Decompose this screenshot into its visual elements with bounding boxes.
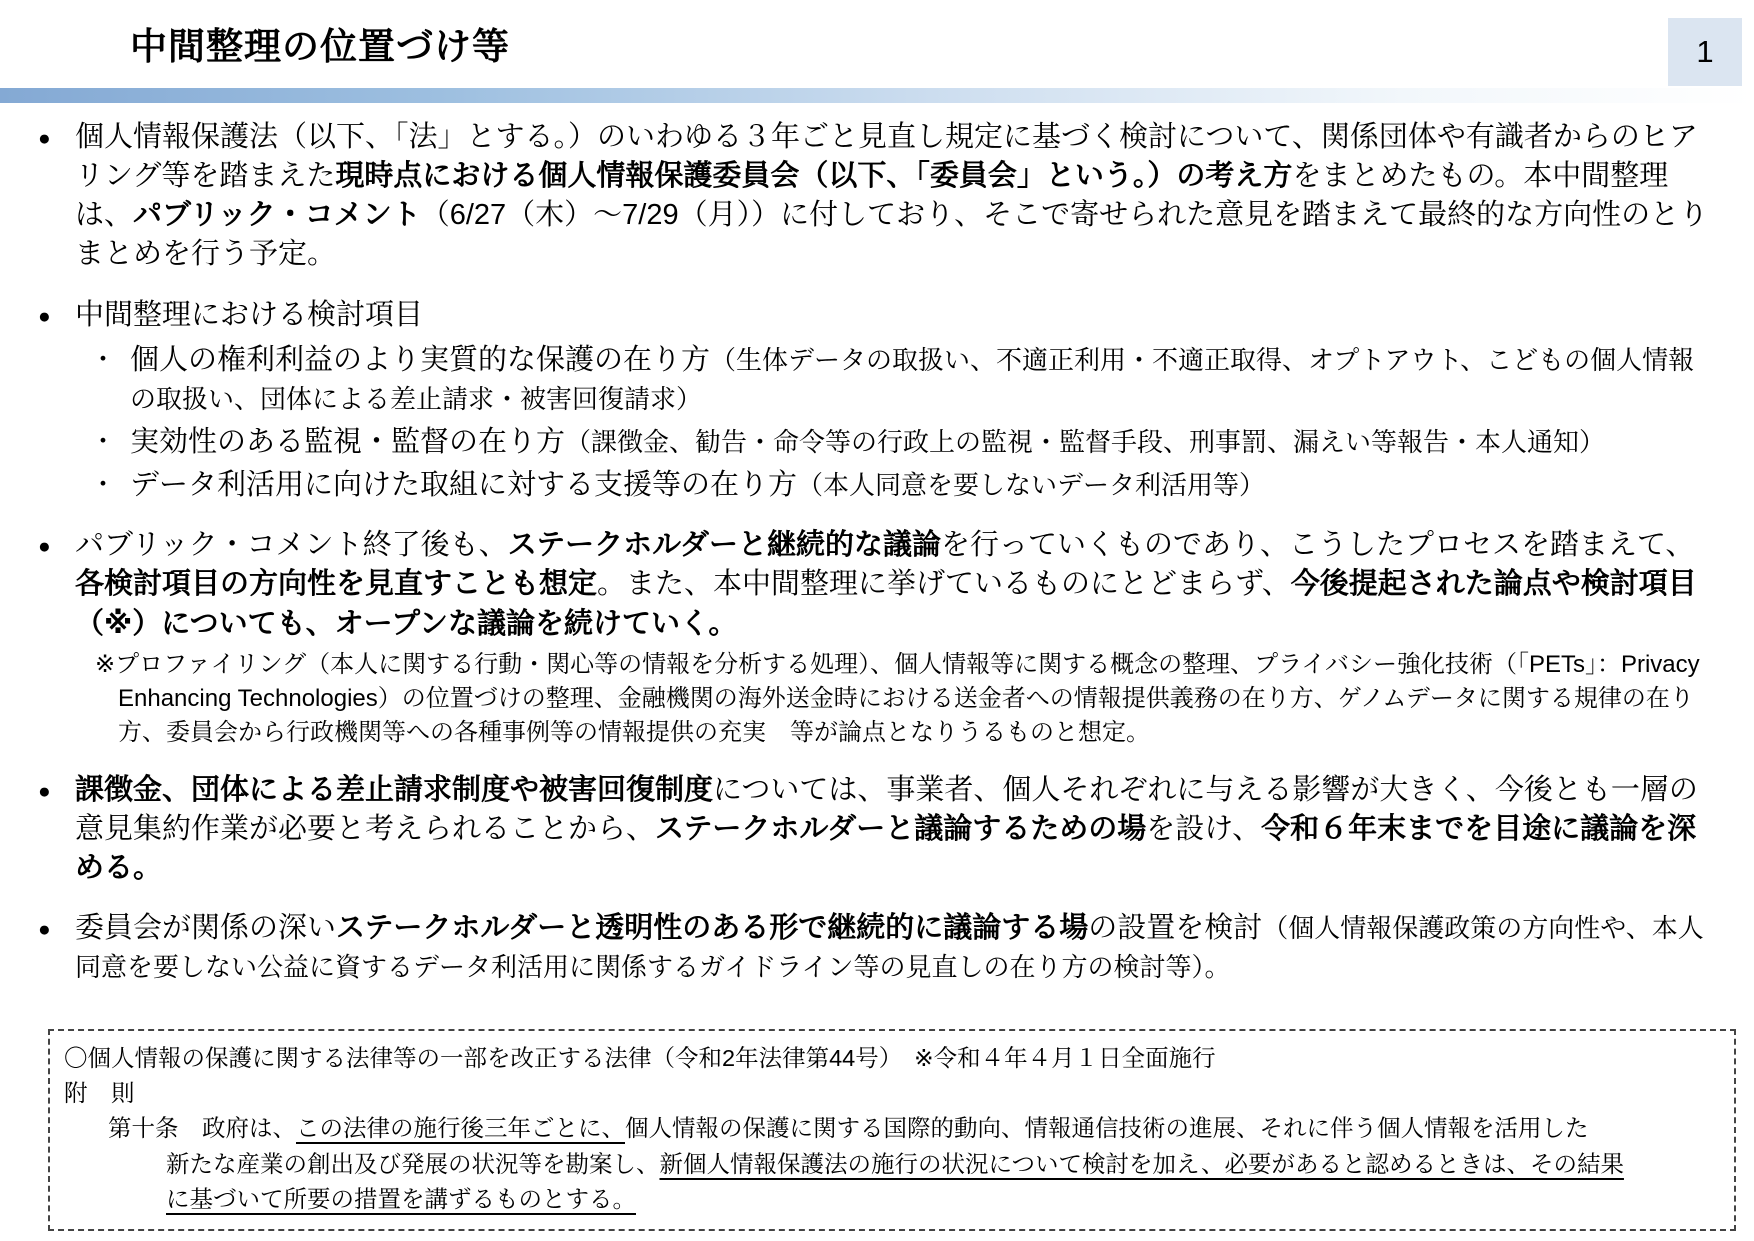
bullet-text: 中間整理における検討項目 — [75, 298, 424, 331]
bullet-text: 委員会が関係の深いステークホルダーと透明性のある形で継続的に議論する場の設置を検討（個人情報保護政策の方向性や、本人同意を要しない公益に資するデータ利活用に関係するガイドライン等の見直しの在り方の検討等）。 — [75, 912, 1704, 983]
law-article-line: に基づいて所要の措置を講ずるものとする。 — [166, 1185, 636, 1212]
bullet-text: パブリック・コメント終了後も、ステークホルダーと継続的な議論を行っていくものであり、こうしたプロセスを踏まえて、各検討項目の方向性を見直すことも想定。また、本中間整理に挙げているものにとどまらず、今後提起された論点や検討項目（※）についても、オープンな議論を続けていく。 — [75, 529, 1697, 640]
bullet-text: 課徴金、団体による差止請求制度や被害回復制度については、事業者、個人それぞれに与える影響が大きく、今後とも一層の意見集約作業が必要と考えられることから、ステークホルダーと議論するための場を設け、令和６年末までを目途に議論を深める。 — [75, 773, 1698, 885]
sub-bullet-item — [90, 341, 1718, 419]
slide-body — [38, 118, 1718, 988]
bullet-icon: ● — [38, 918, 51, 942]
bullet-row — [38, 296, 1718, 335]
page-title: 中間整理の位置づけ等 — [130, 26, 510, 67]
bullet-text: 個人情報保護法（以下、「法」とする。）のいわゆる３年ごと見直し規定に基づく検討について、関係団体や有識者からのヒアリング等を踏まえた現時点における個人情報保護委員会（以下、「委員会」という。）の考え方をまとめたもの。本中間整理は、パブリック・コメント（6/27（木）～7/29（月））に付しており、そこで寄せられた意見を踏まえて最終的な方向性のとりまとめを行う予定。 — [75, 121, 1709, 271]
bullet-item-stakeholder-forum — [38, 909, 1718, 987]
bullet-item-overview — [38, 118, 1718, 275]
sub-bullet-icon: ・ — [90, 343, 117, 374]
sub-bullet-text: 個人の権利利益のより実質的な保護の在り方（生体データの取扱い、不適正利用・不適正取得、オプトアウト、こどもの個人情報の取扱い、団体による差止請求・被害回復請求） — [130, 343, 1695, 414]
law-reference-box — [48, 1029, 1736, 1231]
sub-bullet-icon: ・ — [90, 469, 117, 500]
bullet-icon: ● — [38, 304, 51, 328]
bullet-item-continuing-discussion — [38, 526, 1718, 750]
law-title-line: 〇個人情報の保護に関する法律等の一部を改正する法律（令和2年法律第44号） ※令和４年４月１日全面施行 — [64, 1044, 1216, 1071]
sub-bullet-list — [38, 341, 1718, 506]
sub-bullet-item — [90, 423, 1718, 462]
sub-bullet-text: 実効性のある監視・監督の在り方（課徴金、勧告・命令等の行政上の監視・監督手段、刑事罰、漏えい等報告・本人通知） — [130, 425, 1606, 458]
footnote-text: ※プロファイリング（本人に関する行動・関心等の情報を分析する処理）、個人情報等に関する概念の整理、プライバシー強化技術（「PETs」：Privacy Enhancing Technologies）の位置づけの整理、金融機関の海外送金時における送金者への情報提供義務の在り方、ゲノムデータに関する規律の在り方、委員会から行政機関等への各種事例等の情報提供の充実 等が論点となりうるものと想定。 — [95, 650, 1700, 746]
law-article-line: 第十条 政府は、この法律の施行後三年ごとに、個人情報の保護に関する国際的動向、情報通信技術の進展、それに伴う個人情報を活用した — [108, 1115, 1589, 1142]
bullet-item-penalty-discussion — [38, 771, 1718, 888]
title-underline-bar — [0, 88, 1754, 103]
sub-bullet-icon: ・ — [90, 425, 117, 456]
page-number-badge: 1 — [1668, 18, 1742, 86]
sub-bullet-item — [90, 466, 1718, 505]
sub-bullet-text: データ利活用に向けた取組に対する支援等の在り方（本人同意を要しないデータ利活用等） — [130, 469, 1266, 502]
bullet-icon: ● — [38, 127, 51, 150]
law-supplementary-label: 附 則 — [64, 1080, 135, 1106]
bullet-item-review-topics — [38, 296, 1718, 506]
bullet-row — [38, 526, 1718, 643]
bullet-icon: ● — [38, 779, 51, 803]
law-article-line: 新たな産業の創出及び発展の状況等を勘案し、新個人情報保護法の施行の状況について検討を加え、必要があると認めるときは、その結果 — [166, 1150, 1624, 1177]
bullet-icon: ● — [38, 535, 51, 559]
